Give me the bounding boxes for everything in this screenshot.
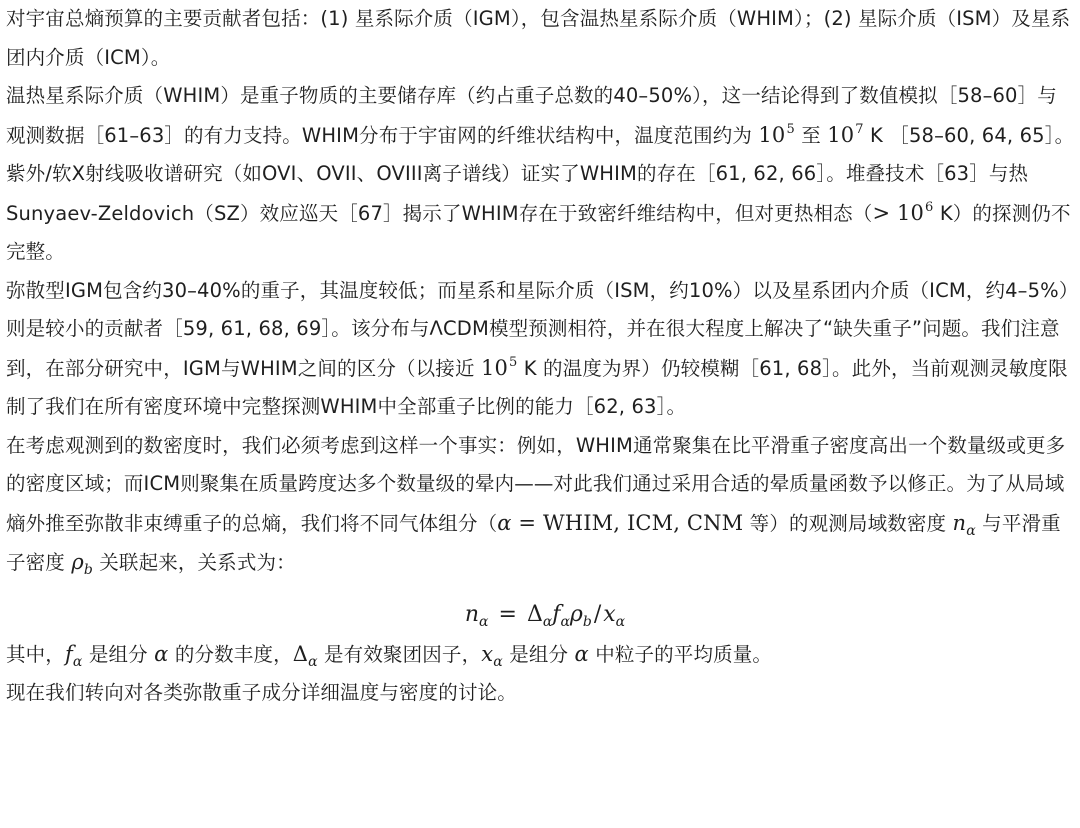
math-alpha: α <box>154 641 169 666</box>
math-subscript: α <box>966 522 976 539</box>
paragraph-text: 至 <box>794 123 828 147</box>
math-n: n <box>952 510 967 535</box>
paragraph-number-density <box>6 427 1076 583</box>
eq-lhs: n <box>464 601 480 627</box>
math-exponent: 7 <box>855 121 864 137</box>
paragraph-text: K 的温度为界）仍较模糊［61, 68］。此外，当前观测灵敏度限制了我们在所有密度环境中完整探测WHIM中全部重子比例的能力［62, 63］。 <box>6 356 1068 418</box>
math-boundary-temperature <box>481 356 517 380</box>
math-temperature-low <box>758 123 794 147</box>
paragraph-text: 是组分 <box>502 642 575 666</box>
paragraph-symbol-definitions <box>6 635 1076 675</box>
math-equals: = <box>511 510 544 535</box>
eq-delta: Δ <box>526 601 543 627</box>
math-delta: Δ <box>292 641 309 666</box>
eq-lhs-subscript: α <box>479 613 489 630</box>
math-rho: ρ <box>71 550 84 574</box>
math-hot-phase <box>872 201 933 225</box>
paragraph-diffuse-igm <box>6 272 1076 427</box>
paragraph-text: 是有效聚团因子， <box>317 642 482 666</box>
math-subscript: α <box>493 653 503 670</box>
paragraph-text: 中粒子的平均质量。 <box>588 642 773 666</box>
math-subscript: α <box>308 653 318 670</box>
eq-f-subscript: α <box>560 613 570 630</box>
math-base: 10 <box>897 200 925 225</box>
math-components: WHIM, ICM, CNM <box>543 510 744 535</box>
math-base: 10 <box>827 122 855 147</box>
math-subscript: b <box>83 562 93 578</box>
paragraph-text: 关联起来，关系式为： <box>92 551 296 574</box>
paragraph-text: 等）的观测局域数密度 <box>743 511 953 535</box>
math-alpha: α <box>497 510 512 535</box>
math-exponent: 6 <box>925 199 934 215</box>
math-alpha: α <box>574 641 589 666</box>
math-n-alpha <box>952 510 976 539</box>
eq-rho-subscript: b <box>582 613 592 630</box>
math-subscript: α <box>72 653 83 670</box>
paragraph-text: 与平滑重子密度 <box>6 511 1061 574</box>
paragraph-text: 其中， <box>6 642 65 666</box>
math-x: x <box>481 641 494 666</box>
math-rho-b <box>71 550 93 578</box>
math-gt: > <box>872 200 898 225</box>
math-temperature-high <box>827 123 863 147</box>
document-body <box>6 0 1076 713</box>
eq-slash: / <box>593 601 602 627</box>
paragraph-text: 对宇宙总熵预算的主要贡献者包括：(1) 星系际介质（IGM），包含温热星系际介质（WHIM）；(2) 星际介质（ISM）及星系团内介质（ICM）。 <box>6 7 1071 69</box>
paragraph-text: 现在我们转向对各类弥散重子成分详细温度与密度的讨论。 <box>6 681 517 704</box>
math-exponent: 5 <box>786 121 795 137</box>
eq-equals: = <box>498 601 517 627</box>
math-f-alpha <box>64 641 83 670</box>
paragraph-text: K）的探测仍不完整。 <box>6 201 1071 263</box>
paragraph-text: 是组分 <box>82 642 155 666</box>
eq-x: x <box>603 601 616 627</box>
eq-f: f <box>552 601 561 627</box>
paragraph-text: 弥散型IGM包含约30–40%的重子，其温度较低；而星系和星际介质（ISM，约10%）以及星系团内介质（ICM，约4–5%）则是较小的贡献者［59, 61, 68, 69］。该分布与ΛCDM模型预测相符，并在很大程度上解决了“缺失重子”问题。我们注意到，在部分研究中，IGM与WHIM之间的区分（以接近 <box>6 278 1069 380</box>
math-component-list <box>497 511 743 535</box>
math-f: f <box>64 641 73 666</box>
paragraph-transition <box>6 674 1076 713</box>
paragraph-text: 的分数丰度， <box>168 642 293 666</box>
paragraph-text: 温热星系际介质（WHIM）是重子物质的主要储存库（约占重子总数的40–50%），这一结论得到了数值模拟［58–60］与观测数据［61–63］的有力支持。WHIM分布于宇宙网的纤维状结构中，温度范围约为 <box>6 84 1057 147</box>
paragraph-text: K ［58–60, 64, 65］。紫外/软X射线吸收谱研究（如OVI、OVII、OVIII离子谱线）证实了WHIM的存在［61, 62, 66］。堆叠技术［63］与热Sunyaev-Zeldovich（SZ）效应巡天［67］揭示了WHIM存在于致密纤维结构中，但对更热相态（ <box>6 123 1075 225</box>
paragraph-entropy-contributors <box>6 0 1076 77</box>
eq-x-subscript: α <box>615 613 626 630</box>
math-exponent: 5 <box>509 354 518 370</box>
math-delta-alpha <box>292 641 318 670</box>
math-x-alpha <box>481 641 503 670</box>
paragraph-text: 在考虑观测到的数密度时，我们必须考虑到这样一个事实：例如，WHIM通常聚集在比平滑重子密度高出一个数量级或更多的密度区域；而ICM则聚集在质量跨度达多个数量级的晕内——对此我们通过采用合适的晕质量函数予以修正。为了从局域熵外推至弥散非束缚重子的总熵，我们将不同气体组分（ <box>6 433 1066 535</box>
eq-rho: ρ <box>569 601 583 627</box>
math-base: 10 <box>758 122 786 147</box>
math-base: 10 <box>480 355 508 380</box>
display-equation <box>6 595 1076 635</box>
eq-delta-subscript: α <box>542 613 553 630</box>
paragraph-whim <box>6 77 1076 272</box>
